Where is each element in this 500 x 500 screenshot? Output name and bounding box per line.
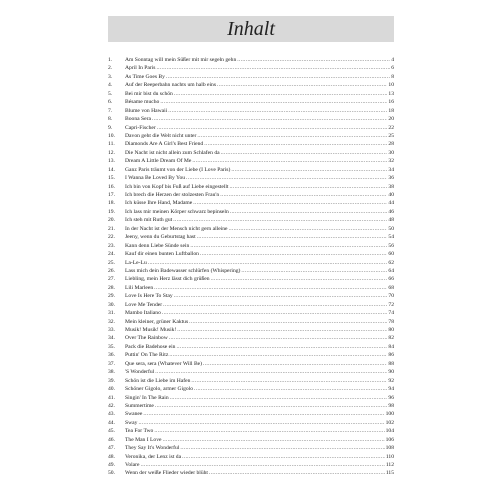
toc-entry: [108, 267, 394, 275]
toc-entry: [108, 73, 394, 81]
toc-entry: [108, 343, 394, 351]
toc-entry-page: 13: [388, 90, 394, 97]
toc-entry: [108, 191, 394, 199]
toc-entry-page: 82: [388, 335, 394, 342]
toc-entry: [108, 259, 394, 267]
table-of-contents: [108, 56, 394, 478]
toc-entry-page: 60: [388, 251, 394, 258]
toc-entry-title: Veronika, der Lenz ist da: [125, 453, 182, 460]
toc-entry-number: 6.: [108, 99, 113, 106]
toc-dot-leader: [143, 410, 384, 418]
toc-entry-page: 48: [388, 217, 394, 224]
toc-entry-title: Ich küsse Ihre Hand, Madame: [125, 200, 193, 207]
toc-dot-leader: [231, 166, 387, 174]
toc-dot-leader: [186, 174, 387, 182]
toc-entry-page: 4: [391, 57, 394, 63]
toc-entry: [108, 334, 394, 342]
toc-entry-title: Diamonds Are A Girl's Best Friend: [125, 141, 204, 148]
toc-entry-page: 62: [388, 259, 394, 266]
toc-entry-page: 98: [388, 402, 394, 409]
toc-entry-title: Love Is Here To Stay: [125, 293, 173, 300]
toc-entry: [108, 318, 394, 326]
toc-entry-page: 110: [385, 453, 394, 460]
toc-dot-leader: [197, 233, 388, 241]
toc-entry-page: 16: [388, 99, 394, 106]
toc-entry: [108, 309, 394, 317]
toc-entry-title: Davon geht die Welt nicht unter: [125, 132, 197, 139]
toc-entry: [108, 199, 394, 207]
toc-entry: [108, 436, 394, 444]
toc-entry-number: 7.: [108, 107, 113, 114]
toc-entry-page: 84: [388, 343, 394, 350]
toc-entry-number: 26.: [108, 267, 115, 274]
toc-dot-leader: [160, 98, 387, 106]
toc-dot-leader: [230, 208, 388, 216]
toc-entry-title: I Wanna Be Loved By You: [125, 175, 186, 182]
toc-entry-title: 'S Wonderful: [125, 369, 155, 376]
toc-entry: [108, 385, 394, 393]
toc-entry: [108, 149, 394, 157]
toc-entry-page: 88: [388, 360, 394, 367]
toc-entry-number: 25.: [108, 259, 115, 266]
toc-entry-page: 25: [388, 132, 394, 139]
toc-entry-number: 30.: [108, 301, 115, 308]
toc-entry-title: Auf der Reeperbahn nachts um halb eins: [125, 82, 217, 89]
toc-entry-page: 36: [388, 175, 394, 182]
toc-entry: [108, 98, 394, 106]
toc-entry-title: Summertime: [125, 402, 154, 409]
toc-entry-number: 22.: [108, 234, 115, 241]
toc-entry: [108, 377, 394, 385]
toc-entry-title: Ich steh mit Ruth gut: [125, 217, 173, 224]
toc-dot-leader: [197, 132, 387, 140]
toc-entry-title: Bei mir bist du schön: [125, 90, 173, 97]
toc-entry-page: 32: [388, 158, 394, 165]
toc-dot-leader: [157, 124, 388, 132]
toc-entry-page: 100: [385, 411, 394, 418]
toc-entry-number: 4.: [108, 82, 113, 89]
toc-entry-title: They Say It's Wonderful: [125, 445, 180, 452]
toc-entry-number: 28.: [108, 284, 115, 291]
toc-entry-number: 50.: [108, 470, 115, 477]
toc-entry-page: 106: [385, 436, 394, 443]
toc-entry: [108, 166, 394, 174]
toc-entry: [108, 394, 394, 402]
toc-entry-number: 36.: [108, 352, 115, 359]
toc-entry-title: Que sera, sera (Whatever Will Be): [125, 360, 203, 367]
toc-entry: [108, 225, 394, 233]
toc-dot-leader: [190, 242, 387, 250]
toc-entry-title: Schöner Gigolo, armer Gigolo: [125, 386, 194, 393]
toc-entry-page: 28: [388, 141, 394, 148]
toc-entry-title: Pack die Badehose ein: [125, 343, 176, 350]
toc-dot-leader: [148, 259, 388, 267]
toc-dot-leader: [189, 318, 387, 326]
toc-dot-leader: [204, 140, 387, 148]
toc-entry-page: 10: [388, 82, 394, 89]
toc-entry-title: Dream A Little Dream Of Me: [125, 158, 192, 165]
toc-entry-page: 80: [388, 327, 394, 333]
toc-dot-leader: [163, 301, 387, 309]
toc-entry-number: 35.: [108, 343, 115, 350]
toc-entry-title: Love Me Tender: [125, 301, 163, 308]
toc-entry: [108, 250, 394, 258]
toc-entry-title: Blume von Hawaii: [125, 107, 168, 114]
toc-entry-title: Mambo Italiano: [125, 310, 161, 317]
toc-entry-title: Die Nacht ist nicht allein zum Schlafen da: [125, 149, 220, 156]
toc-entry-page: 70: [388, 293, 394, 300]
toc-entry-page: 20: [388, 116, 394, 123]
toc-entry: [108, 301, 394, 309]
toc-entry: [108, 453, 394, 461]
toc-entry: [108, 242, 394, 250]
toc-entry-title: Wenn der weiße Flieder wieder blüht: [125, 470, 208, 477]
toc-entry-number: 33.: [108, 327, 115, 333]
toc-entry-title: Lass mich dein Badewasser schlürfen (Whispering): [125, 267, 241, 274]
toc-entry-number: 19.: [108, 208, 115, 215]
toc-entry-title: Kann denn Liebe Sünde sein: [125, 242, 190, 249]
toc-entry: [108, 90, 394, 98]
toc-entry-page: 112: [385, 462, 394, 468]
toc-entry-page: 78: [388, 318, 394, 325]
toc-entry-title: Over The Rainbow: [125, 335, 168, 342]
toc-dot-leader: [166, 73, 390, 81]
toc-entry: [108, 326, 394, 334]
toc-entry-title: April In Paris: [125, 65, 156, 72]
toc-entry: [108, 208, 394, 216]
toc-entry-page: 104: [385, 428, 394, 435]
toc-dot-leader: [174, 90, 388, 98]
toc-entry-page: 72: [388, 301, 394, 308]
toc-dot-leader: [217, 81, 387, 89]
toc-dot-leader: [211, 275, 388, 283]
toc-entry-page: 108: [385, 445, 394, 452]
toc-entry-title: Schön ist die Liebe im Hafen: [125, 377, 191, 384]
toc-entry: [108, 174, 394, 182]
title-bar: [108, 16, 394, 42]
toc-entry-number: 24.: [108, 251, 115, 258]
toc-entry-number: 17.: [108, 192, 115, 198]
toc-entry-page: 92: [388, 377, 394, 384]
toc-entry-page: 115: [385, 470, 394, 477]
toc-entry-page: 68: [388, 284, 394, 291]
toc-entry-number: 23.: [108, 242, 115, 249]
toc-entry-title: Ich bin von Kopf bis Fuß auf Liebe eingestellt: [125, 183, 229, 190]
toc-entry-page: 64: [388, 267, 394, 274]
toc-entry-title: Jeeny, wenn du Geburtstag hast: [125, 234, 196, 241]
toc-dot-leader: [169, 334, 388, 342]
toc-dot-leader: [176, 343, 387, 351]
toc-entry-page: 44: [388, 200, 394, 207]
toc-entry-number: 18.: [108, 200, 115, 207]
toc-entry-number: 13.: [108, 158, 115, 165]
toc-entry-number: 45.: [108, 428, 115, 435]
toc-entry-number: 39.: [108, 377, 115, 384]
toc-entry-title: Liebling, mein Herz lässt dich grüßen: [125, 276, 210, 283]
toc-dot-leader: [193, 199, 387, 207]
toc-entry-number: 2.: [108, 65, 113, 72]
toc-entry-title: As Time Goes By: [125, 73, 165, 80]
toc-entry: [108, 410, 394, 418]
toc-entry-title: La-Le-Lu: [125, 259, 147, 266]
toc-entry-page: 18: [388, 107, 394, 114]
toc-dot-leader: [162, 309, 388, 317]
toc-entry-number: 11.: [108, 141, 115, 148]
page-title: Inhalt: [227, 18, 275, 40]
toc-entry: [108, 368, 394, 376]
toc-entry: [108, 292, 394, 300]
toc-entry: [108, 402, 394, 410]
toc-entry: [108, 81, 394, 89]
toc-entry: [108, 124, 394, 132]
toc-entry: [108, 351, 394, 359]
toc-entry-title: Ganz Paris träumt von der Liebe (I Love Paris): [125, 166, 231, 173]
toc-entry: [108, 233, 394, 241]
toc-entry-number: 16.: [108, 183, 115, 190]
toc-entry-title: Swanee: [125, 411, 143, 418]
toc-entry-page: 40: [388, 192, 394, 198]
toc-entry-title: Sway: [125, 419, 138, 426]
toc-entry-title: Puttin' On The Ritz: [125, 352, 169, 359]
toc-dot-leader: [241, 267, 387, 275]
toc-entry-number: 1.: [108, 57, 113, 63]
toc-entry-title: Ich lass mir meinen Körper schwarz bepinseln: [125, 208, 229, 215]
toc-entry-page: 46: [388, 208, 394, 215]
toc-entry-number: 3.: [108, 73, 113, 80]
toc-entry-number: 20.: [108, 217, 115, 224]
toc-dot-leader: [200, 250, 387, 258]
toc-entry: [108, 284, 394, 292]
toc-entry-number: 32.: [108, 318, 115, 325]
toc-dot-leader: [220, 191, 387, 199]
toc-entry-number: 9.: [108, 124, 113, 131]
toc-dot-leader: [155, 368, 387, 376]
toc-entry: [108, 107, 394, 115]
toc-entry-number: 48.: [108, 453, 115, 460]
toc-dot-leader: [154, 284, 387, 292]
toc-entry-number: 44.: [108, 419, 115, 426]
toc-dot-leader: [170, 394, 388, 402]
toc-entry-title: Singin' In The Rain: [125, 394, 169, 401]
toc-dot-leader: [237, 56, 390, 64]
toc-entry: [108, 56, 394, 64]
toc-entry-number: 38.: [108, 369, 115, 376]
toc-entry-title: In der Nacht ist der Mensch nicht gern alleine: [125, 225, 228, 232]
toc-dot-leader: [203, 360, 387, 368]
toc-entry-page: 54: [388, 234, 394, 241]
toc-dot-leader: [229, 225, 388, 233]
toc-entry-page: 30: [388, 149, 394, 156]
toc-dot-leader: [169, 351, 387, 359]
toc-dot-leader: [141, 461, 385, 469]
toc-entry: [108, 444, 394, 452]
toc-entry-number: 12.: [108, 149, 115, 156]
toc-entry-title: Am Sonntag will mein Süßer mit mir segeln gehn: [125, 57, 237, 63]
toc-dot-leader: [155, 402, 388, 410]
toc-entry-number: 29.: [108, 293, 115, 300]
toc-dot-leader: [182, 453, 385, 461]
toc-entry-title: Mein kleiner, grüner Kaktus: [125, 318, 189, 325]
toc-dot-leader: [177, 326, 387, 334]
toc-entry-number: 40.: [108, 386, 115, 393]
toc-entry-page: 94: [388, 386, 394, 393]
toc-entry-page: 96: [388, 394, 394, 401]
toc-dot-leader: [209, 469, 385, 477]
toc-entry-title: Volare: [125, 462, 140, 468]
toc-dot-leader: [174, 292, 388, 300]
toc-entry-number: 34.: [108, 335, 115, 342]
toc-entry-title: The Man I Love: [125, 436, 162, 443]
toc-entry-number: 41.: [108, 394, 115, 401]
toc-entry-number: 8.: [108, 116, 113, 123]
toc-entry-page: 38: [388, 183, 394, 190]
toc-entry-page: 50: [388, 225, 394, 232]
toc-dot-leader: [180, 444, 384, 452]
toc-entry: [108, 427, 394, 435]
toc-entry-number: 31.: [108, 310, 115, 317]
toc-dot-leader: [173, 216, 387, 224]
toc-entry-title: Musik! Musik! Musik!: [125, 327, 177, 333]
toc-entry-number: 42.: [108, 402, 115, 409]
toc-entry: [108, 183, 394, 191]
toc-dot-leader: [163, 436, 385, 444]
toc-dot-leader: [194, 385, 387, 393]
toc-entry-title: Capri-Fischer: [125, 124, 156, 131]
toc-entry-number: 46.: [108, 436, 115, 443]
toc-dot-leader: [156, 64, 390, 72]
toc-entry-number: 37.: [108, 360, 115, 367]
toc-entry-page: 22: [388, 124, 394, 131]
toc-entry-title: Tea For Two: [125, 428, 154, 435]
toc-entry: [108, 64, 394, 72]
toc-entry-number: 21.: [108, 225, 115, 232]
toc-entry-title: Boona Sera: [125, 116, 151, 123]
toc-entry-page: 86: [388, 352, 394, 359]
toc-entry: [108, 157, 394, 165]
toc-dot-leader: [152, 115, 387, 123]
toc-entry-number: 43.: [108, 411, 115, 418]
toc-entry-title: Bésame mucho: [125, 99, 160, 106]
toc-entry-title: Kauf dir einen bunten Luftballon: [125, 251, 199, 258]
toc-entry: [108, 140, 394, 148]
toc-entry-page: 90: [388, 369, 394, 376]
toc-entry-number: 27.: [108, 276, 115, 283]
toc-entry-number: 5.: [108, 90, 113, 97]
toc-dot-leader: [192, 157, 387, 165]
toc-entry: [108, 461, 394, 469]
toc-entry-page: 66: [388, 276, 394, 283]
toc-entry-page: 34: [388, 166, 394, 173]
toc-entry: [108, 469, 394, 477]
toc-entry-number: 10.: [108, 132, 115, 139]
toc-entry-number: 15.: [108, 175, 115, 182]
toc-entry: [108, 360, 394, 368]
toc-entry-page: 8: [391, 73, 394, 80]
toc-entry-page: 74: [388, 310, 394, 317]
toc-dot-leader: [221, 149, 388, 157]
toc-entry-title: Ich brech die Herzen der stolzesten Frau'n: [125, 192, 220, 198]
toc-entry-page: 6: [391, 65, 394, 72]
toc-entry-page: 56: [388, 242, 394, 249]
toc-dot-leader: [138, 419, 384, 427]
toc-entry: [108, 115, 394, 123]
toc-entry: [108, 419, 394, 427]
toc-entry: [108, 216, 394, 224]
toc-entry-number: 49.: [108, 462, 115, 468]
toc-entry-number: 14.: [108, 166, 115, 173]
toc-entry-title: Lili Marleen: [125, 284, 154, 291]
toc-dot-leader: [229, 183, 387, 191]
toc-entry-page: 102: [385, 419, 394, 426]
toc-dot-leader: [168, 107, 387, 115]
toc-entry: [108, 132, 394, 140]
toc-dot-leader: [154, 427, 384, 435]
toc-entry-number: 47.: [108, 445, 115, 452]
toc-dot-leader: [191, 377, 387, 385]
toc-entry: [108, 275, 394, 283]
